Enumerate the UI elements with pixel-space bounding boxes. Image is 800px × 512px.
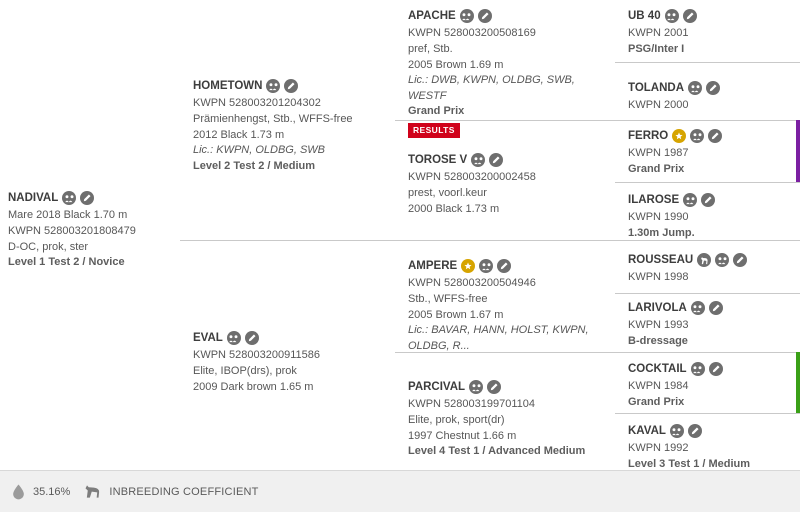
horse-predicates: prest, voorl.keur bbox=[408, 186, 487, 199]
horse-icon bbox=[84, 484, 101, 499]
edit-icon[interactable] bbox=[708, 129, 722, 143]
horse-detail: 2012 Black 1.73 m bbox=[193, 128, 285, 141]
horse-predicates: Elite, IBOP(drs), prok bbox=[193, 364, 297, 377]
horse-cell-rousseau[interactable] bbox=[620, 252, 800, 286]
horse-licenses: Lic.: DWB, KWPN, OLDBG, SWB, WESTF bbox=[408, 74, 575, 102]
horse-registration: KWPN 528003200508169 bbox=[408, 27, 536, 40]
horse-registration: KWPN 1990 bbox=[628, 211, 689, 224]
inbreeding-footer bbox=[0, 470, 800, 512]
horse-name: KAVAL bbox=[628, 425, 666, 437]
horse-cell-ub-40[interactable] bbox=[620, 8, 800, 58]
horse-name: PARCIVAL bbox=[408, 381, 466, 393]
horse-registration: KWPN 528003200504946 bbox=[408, 277, 536, 290]
horse-detail: Mare 2018 Black 1.70 m bbox=[8, 209, 128, 222]
horse-licenses: Lic.: BAVAR, HANN, HOLST, KWPN, OLDBG, R... bbox=[408, 324, 589, 352]
horse-sport-result: PSG/Inter I bbox=[628, 42, 685, 55]
edit-icon[interactable] bbox=[489, 153, 503, 167]
results-badge[interactable]: RESULTS bbox=[408, 123, 460, 138]
edit-icon[interactable] bbox=[284, 79, 298, 93]
edit-icon[interactable] bbox=[709, 362, 723, 376]
horse-detail: 2005 Brown 1.67 m bbox=[408, 308, 504, 321]
horse-name: LARIVOLA bbox=[628, 302, 687, 314]
horse-icon[interactable] bbox=[697, 253, 711, 267]
horse-detail: 2009 Dark brown 1.65 m bbox=[193, 380, 314, 393]
inbreeding-percent: 35.16% bbox=[33, 485, 71, 498]
horse-registration: KWPN 528003200002458 bbox=[408, 171, 536, 184]
horse-name-row bbox=[628, 128, 792, 144]
pedigree-icon[interactable] bbox=[691, 301, 705, 315]
horse-sport-result: Level 1 Test 2 / Novice bbox=[8, 256, 125, 269]
pedigree-icon[interactable] bbox=[691, 362, 705, 376]
pedigree-icon[interactable] bbox=[688, 81, 702, 95]
horse-registration: KWPN 2000 bbox=[628, 99, 689, 112]
horse-name-row bbox=[408, 152, 607, 168]
divider-gen4-2 bbox=[615, 182, 800, 183]
edit-icon[interactable] bbox=[706, 81, 720, 95]
edit-icon[interactable] bbox=[683, 9, 697, 23]
horse-registration: KWPN 528003201808479 bbox=[8, 224, 136, 237]
horse-name-row bbox=[628, 300, 792, 316]
horse-sport-result: Grand Prix bbox=[408, 105, 465, 118]
horse-registration: KWPN 1984 bbox=[628, 380, 689, 393]
horse-name-row bbox=[628, 361, 792, 377]
horse-name-row bbox=[408, 258, 607, 274]
pedigree-icon[interactable] bbox=[62, 191, 76, 205]
pedigree-icon[interactable] bbox=[227, 331, 241, 345]
edit-icon[interactable] bbox=[497, 259, 511, 273]
pedigree-icon[interactable] bbox=[471, 153, 485, 167]
horse-cell-torose-v[interactable] bbox=[400, 152, 615, 217]
pedigree-icon[interactable] bbox=[460, 9, 474, 23]
horse-predicates: Prämienhengst, Stb., WFFS-free bbox=[193, 112, 353, 125]
inbreeding-label: INBREEDING COEFFICIENT bbox=[109, 485, 259, 498]
edit-icon[interactable] bbox=[487, 380, 501, 394]
horse-registration: KWPN 1998 bbox=[628, 271, 689, 284]
horse-predicates: Elite, prok, sport(dr) bbox=[408, 413, 505, 426]
horse-sport-result: Level 2 Test 2 / Medium bbox=[193, 159, 316, 172]
edit-icon[interactable] bbox=[688, 424, 702, 438]
water-drop-icon bbox=[12, 484, 25, 500]
horse-name-row bbox=[628, 80, 792, 96]
divider-gen4-1 bbox=[615, 62, 800, 63]
horse-licenses: Lic.: KWPN, OLDBG, SWB bbox=[193, 144, 326, 157]
edit-icon[interactable] bbox=[80, 191, 94, 205]
edit-icon[interactable] bbox=[245, 331, 259, 345]
horse-name-row bbox=[408, 8, 607, 24]
horse-cell-cocktail[interactable] bbox=[620, 361, 800, 411]
horse-name-row bbox=[628, 252, 792, 268]
horse-detail: 1997 Chestnut 1.66 m bbox=[408, 429, 517, 442]
horse-name: COCKTAIL bbox=[628, 363, 687, 375]
star-icon[interactable] bbox=[461, 259, 475, 273]
horse-name: AMPERE bbox=[408, 260, 458, 272]
horse-sport-result: Grand Prix bbox=[628, 162, 685, 175]
horse-sport-result: 1.30m Jump. bbox=[628, 226, 695, 239]
horse-registration: KWPN 1993 bbox=[628, 319, 689, 332]
horse-registration: KWPN 528003200911586 bbox=[193, 349, 321, 362]
edit-icon[interactable] bbox=[478, 9, 492, 23]
horse-name: FERRO bbox=[628, 130, 669, 142]
horse-cell-apache[interactable] bbox=[400, 8, 615, 139]
horse-name: TOROSE V bbox=[408, 154, 468, 166]
horse-sport-result: Level 3 Test 1 / Medium bbox=[628, 457, 751, 470]
horse-name-row bbox=[193, 330, 392, 346]
horse-cell-tolanda[interactable] bbox=[620, 80, 800, 114]
pedigree-icon[interactable] bbox=[665, 9, 679, 23]
horse-name-row bbox=[628, 192, 792, 208]
horse-name-row bbox=[628, 8, 792, 24]
horse-predicates: pref, Stb. bbox=[408, 42, 453, 55]
pedigree-icon[interactable] bbox=[670, 424, 684, 438]
horse-detail: 2000 Black 1.73 m bbox=[408, 202, 500, 215]
horse-name: EVAL bbox=[193, 332, 223, 344]
horse-name-row bbox=[408, 379, 607, 395]
horse-registration: KWPN 528003199701104 bbox=[408, 398, 536, 411]
pedigree-icon[interactable] bbox=[683, 193, 697, 207]
horse-cell-kaval[interactable] bbox=[620, 423, 800, 473]
pedigree-icon[interactable] bbox=[690, 129, 704, 143]
horse-name-row bbox=[628, 423, 792, 439]
horse-cell-ferro[interactable] bbox=[620, 128, 800, 178]
horse-name: NADIVAL bbox=[8, 192, 59, 204]
pedigree-icon[interactable] bbox=[715, 253, 729, 267]
divider-gen4-3 bbox=[615, 293, 800, 294]
horse-registration: KWPN 2001 bbox=[628, 27, 689, 40]
horse-name: UB 40 bbox=[628, 10, 661, 22]
horse-name: TOLANDA bbox=[628, 82, 685, 94]
horse-name: HOMETOWN bbox=[193, 80, 263, 92]
horse-sport-result: Level 4 Test 1 / Advanced Medium bbox=[408, 445, 586, 458]
horse-name-row bbox=[193, 78, 392, 94]
horse-name: ILAROSE bbox=[628, 194, 680, 206]
horse-predicates: Stb., WFFS-free bbox=[408, 292, 488, 305]
horse-cell-hometown[interactable] bbox=[185, 78, 400, 174]
horse-cell-eval[interactable] bbox=[185, 330, 400, 395]
pedigree-icon[interactable] bbox=[469, 380, 483, 394]
horse-name-row bbox=[8, 190, 172, 206]
pedigree-icon[interactable] bbox=[479, 259, 493, 273]
horse-sport-result: B-dressage bbox=[628, 334, 688, 347]
horse-name: ROUSSEAU bbox=[628, 254, 694, 266]
horse-sport-result: Grand Prix bbox=[628, 395, 685, 408]
edit-icon[interactable] bbox=[701, 193, 715, 207]
horse-cell-ampere[interactable] bbox=[400, 258, 615, 354]
edit-icon[interactable] bbox=[733, 253, 747, 267]
horse-cell-ilarose[interactable] bbox=[620, 192, 800, 242]
divider-gen4-4 bbox=[615, 413, 800, 414]
horse-cell-nadival[interactable] bbox=[0, 190, 180, 271]
horse-registration: KWPN 1987 bbox=[628, 147, 689, 160]
star-icon[interactable] bbox=[672, 129, 686, 143]
horse-cell-parcival[interactable] bbox=[400, 379, 615, 460]
horse-registration: KWPN 528003201204302 bbox=[193, 97, 321, 110]
horse-name: APACHE bbox=[408, 10, 456, 22]
horse-detail: 2005 Brown 1.69 m bbox=[408, 58, 504, 71]
pedigree-icon[interactable] bbox=[266, 79, 280, 93]
horse-registration: KWPN 1992 bbox=[628, 442, 689, 455]
horse-cell-larivola[interactable] bbox=[620, 300, 800, 350]
horse-predicates: D-OC, prok, ster bbox=[8, 240, 89, 253]
edit-icon[interactable] bbox=[709, 301, 723, 315]
